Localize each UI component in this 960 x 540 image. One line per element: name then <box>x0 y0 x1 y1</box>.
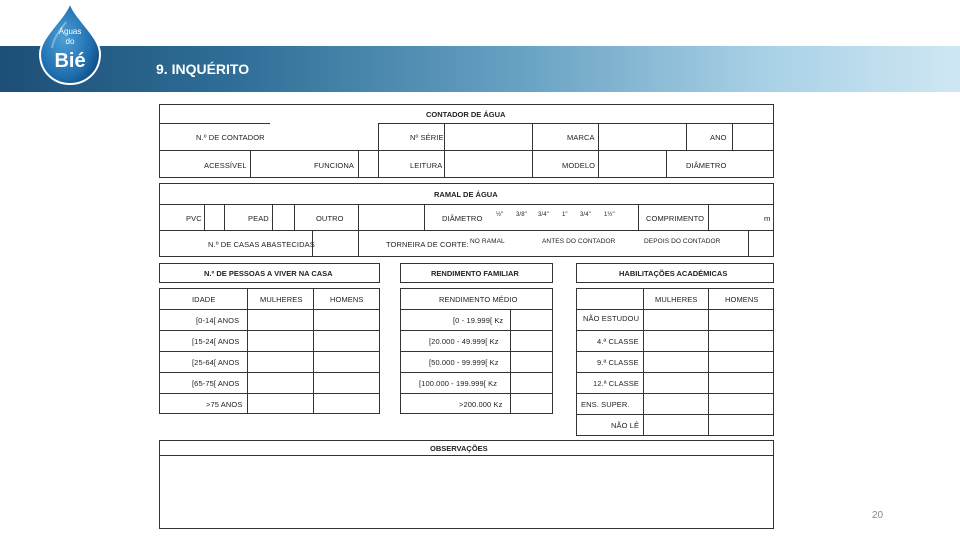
ramal-section <box>159 183 774 257</box>
age-row: [15-24[ ANOS <box>192 337 240 346</box>
income-row: >200.000 Kz <box>459 400 503 409</box>
education-row: NÃO LÊ <box>611 421 640 430</box>
ano-label: ANO <box>710 133 727 142</box>
observacoes-title: OBSERVAÇÕES <box>430 444 488 453</box>
income-row: [0 - 19.999[ Kz <box>453 316 504 325</box>
education-row: NÃO ESTUDOU <box>583 314 640 323</box>
age-row: [0-14[ ANOS <box>196 316 240 325</box>
size-option[interactable]: 1½" <box>604 212 615 218</box>
rendimento-title: RENDIMENTO FAMILIAR <box>431 269 519 278</box>
casas-label: N.º DE CASAS ABASTECIDAS <box>208 240 315 249</box>
age-row: [25-64[ ANOS <box>192 358 240 367</box>
pead-label: PEAD <box>248 214 269 223</box>
col-homens: HOMENS <box>725 295 759 304</box>
pessoas-title: N.º DE PESSOAS A VIVER NA CASA <box>204 269 333 278</box>
education-row: 4.ª CLASSE <box>597 337 639 346</box>
habilitacoes-table <box>576 288 774 436</box>
col-homens: HOMENS <box>330 295 364 304</box>
outro-label: OUTRO <box>316 214 344 223</box>
num-contador-field[interactable] <box>270 123 378 150</box>
page-title: 9. INQUÉRITO <box>156 61 250 77</box>
education-row: ENS. SUPER. <box>581 400 630 409</box>
size-option[interactable]: 3/4" <box>580 212 591 218</box>
col-idade: IDADE <box>192 295 216 304</box>
modelo-label: MODELO <box>562 161 596 170</box>
size-option[interactable]: 1" <box>562 212 568 218</box>
contador-section <box>159 104 774 178</box>
col-rendimento: RENDIMENTO MÉDIO <box>439 295 518 304</box>
logo-text: do <box>65 37 75 46</box>
col-mulheres: MULHERES <box>655 295 698 304</box>
income-row: [20.000 - 49.999[ Kz <box>429 337 499 346</box>
rendimento-table <box>400 288 553 414</box>
age-row: [65-75[ ANOS <box>192 379 240 388</box>
funciona-label: FUNCIONA <box>314 161 354 170</box>
num-contador-label: N.º DE CONTADOR <box>196 133 265 142</box>
age-row: >75 ANOS <box>206 400 243 409</box>
observacoes-section <box>159 440 774 529</box>
logo-text: Águas <box>58 27 82 36</box>
header-banner <box>0 46 960 92</box>
diametro-label: DIÂMETRO <box>442 214 483 223</box>
ramal-title: RAMAL DE ÁGUA <box>434 190 498 199</box>
num-serie-label: Nº SÉRIE <box>410 133 444 142</box>
torneira-label: TORNEIRA DE CORTE: <box>386 240 469 249</box>
pessoas-table <box>159 288 380 414</box>
unit-label: m <box>764 214 771 223</box>
education-row: 12.ª CLASSE <box>593 379 639 388</box>
size-option[interactable]: 3/4" <box>538 212 549 218</box>
habilitacoes-title-box <box>576 263 774 283</box>
logo <box>36 0 104 86</box>
contador-title: CONTADOR DE ÁGUA <box>426 110 506 119</box>
comprimento-label: COMPRIMENTO <box>646 214 705 223</box>
page-number: 20 <box>872 510 884 521</box>
income-row: [50.000 - 99.999[ Kz <box>429 358 499 367</box>
observacoes-field[interactable] <box>160 456 773 528</box>
pvc-label: PVC <box>186 214 202 223</box>
size-option[interactable]: ½" <box>496 212 504 218</box>
no-ramal-option[interactable]: NO RAMAL <box>470 238 505 245</box>
acessivel-label: ACESSÍVEL <box>204 161 247 170</box>
income-row: [100.000 - 199.999[ Kz <box>419 379 498 388</box>
diametro-label: DIÂMETRO <box>686 161 727 170</box>
antes-option[interactable]: ANTES DO CONTADOR <box>542 238 616 245</box>
leitura-label: LEITURA <box>410 161 443 170</box>
pessoas-title-box <box>159 263 380 283</box>
depois-option[interactable]: DEPOIS DO CONTADOR <box>644 238 721 245</box>
habilitacoes-title: HABILITAÇÕES ACADÉMICAS <box>619 269 728 278</box>
rendimento-title-box <box>400 263 553 283</box>
marca-label: MARCA <box>567 133 595 142</box>
col-mulheres: MULHERES <box>260 295 303 304</box>
size-option[interactable]: 3/8" <box>516 212 527 218</box>
logo-text: Bié <box>54 50 86 72</box>
education-row: 9.ª CLASSE <box>597 358 639 367</box>
